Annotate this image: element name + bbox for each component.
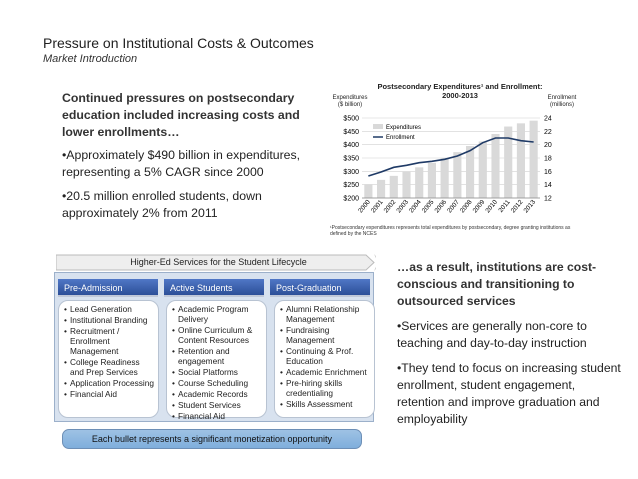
conclusion-lead: …as a result, institutions are cost-conscious and transitioning to outsourced services <box>397 260 597 308</box>
list-item: • Financial Aid <box>172 411 263 421</box>
right-tick-label: 22 <box>544 128 552 136</box>
x-tick-label: 2004 <box>408 198 423 215</box>
expenditure-bar <box>390 176 398 198</box>
x-tick-label: 2001 <box>369 198 385 215</box>
expenditures-enrollment-chart <box>330 110 582 222</box>
expenditure-bar <box>364 184 372 198</box>
intro-lead: Continued pressures on postsecondary education included increasing costs and lower enrollments… <box>62 91 300 139</box>
x-tick-label: 2007 <box>446 198 461 215</box>
x-tick-label: 2009 <box>471 198 487 215</box>
conclusion-bullet: •They tend to focus on increasing student enrollment, student engagement, retention and improve graduation and employability <box>397 361 621 426</box>
conclusion-bullet: •Services are generally non-core to teaching and day-to-day instruction <box>397 319 587 350</box>
list-item: • Online Curriculum & Content Resources <box>172 325 263 345</box>
right-tick-label: 20 <box>544 142 552 150</box>
left-tick-label: $200 <box>343 195 359 203</box>
right-tick-label: 12 <box>544 195 552 203</box>
right-tick-label: 14 <box>544 182 552 190</box>
list-item: • Financial Aid <box>64 389 155 399</box>
post-graduation-header: Post-Graduation <box>270 279 370 297</box>
chart-footnote: ¹Postsecondary expenditures represents total expenditures by postsecondary, degree granting institutions as defined by the NCES <box>330 225 571 237</box>
expenditure-bar <box>453 152 461 198</box>
list-item: • Academic Records <box>172 389 263 399</box>
expenditure-bar <box>479 141 487 198</box>
expenditure-bar <box>415 167 423 198</box>
x-tick-label: 2008 <box>458 198 474 215</box>
list-item: • Social Platforms <box>172 367 263 377</box>
left-tick-label: $450 <box>343 128 359 136</box>
intro-bullet: •20.5 million enrolled students, down approximately 2% from 2011 <box>62 189 262 220</box>
left-tick-label: $400 <box>343 142 359 150</box>
list-item: • Pre-hiring skills credentialing <box>280 378 371 398</box>
right-tick-label: 18 <box>544 155 552 163</box>
expenditure-bar <box>428 163 436 198</box>
expenditure-bar <box>530 121 538 198</box>
chart-title <box>360 82 560 100</box>
left-tick-label: $300 <box>343 168 359 176</box>
left-tick-label: $350 <box>343 155 359 163</box>
list-item: • Recruitment / Enrollment Management <box>64 326 155 356</box>
expenditure-bar <box>466 146 474 198</box>
pre-admission-list <box>58 300 159 418</box>
legend-label-expenditures: Expenditures <box>386 125 422 131</box>
list-item: • Institutional Branding <box>64 315 155 325</box>
list-item: • College Readiness and Prep Services <box>64 357 155 377</box>
active-students-list <box>166 300 267 421</box>
expenditure-bar <box>402 172 410 198</box>
legend-label-enrollment: Enrollment <box>386 135 415 141</box>
monetization-note: Each bullet represents a significant monetization opportunity <box>62 429 362 449</box>
left-tick-label: $500 <box>343 115 359 123</box>
legend-swatch-expenditures <box>373 124 383 129</box>
list-item: • Academic Enrichment <box>280 367 371 377</box>
lifecycle-banner-label: Higher-Ed Services for the Student Lifecycle <box>130 257 307 267</box>
post-graduation-list <box>274 300 375 418</box>
list-item: • Student Services <box>172 400 263 410</box>
x-tick-label: 2002 <box>382 198 398 215</box>
x-tick-label: 2005 <box>420 198 436 215</box>
pre-admission-header: Pre-Admission <box>58 279 158 297</box>
right-axis-label: Enrollment (millions) <box>547 95 577 108</box>
expenditure-bar <box>491 134 499 198</box>
list-item: • Academic Program Delivery <box>172 304 263 324</box>
expenditure-bar <box>517 123 525 198</box>
page-title: Pressure on Institutional Costs & Outcomes <box>43 35 314 51</box>
left-tick-label: $250 <box>343 182 359 190</box>
list-item: • Course Scheduling <box>172 378 263 388</box>
list-item: • Alumni Relationship Management <box>280 304 371 324</box>
list-item: • Retention and engagement <box>172 346 263 366</box>
x-tick-label: 2012 <box>509 198 525 215</box>
expenditure-bar <box>441 158 449 198</box>
right-tick-label: 24 <box>544 115 552 123</box>
conclusion-section <box>397 259 622 436</box>
intro-section <box>62 90 314 229</box>
chart-title-line2: 2000-2013 <box>442 91 478 100</box>
list-item: • Fundraising Management <box>280 325 371 345</box>
x-tick-label: 2000 <box>357 198 372 215</box>
page-subtitle: Market Introduction <box>43 53 138 65</box>
x-tick-label: 2003 <box>395 198 411 215</box>
right-tick-label: 16 <box>544 168 552 176</box>
chart-title-line1: Postsecondary Expenditures¹ and Enrollment: <box>377 82 543 91</box>
list-item: • Application Processing <box>64 378 155 388</box>
x-tick-label: 2013 <box>522 198 538 215</box>
x-tick-label: 2010 <box>484 198 500 215</box>
list-item: • Skills Assessment <box>280 399 371 409</box>
expenditure-bar <box>377 180 385 198</box>
x-tick-label: 2011 <box>497 198 512 214</box>
x-tick-label: 2006 <box>433 198 449 215</box>
left-axis-label: Expenditures ($ billion) <box>332 95 368 108</box>
list-item: • Continuing & Prof. Education <box>280 346 371 366</box>
list-item: • Lead Generation <box>64 304 155 314</box>
intro-bullet: •Approximately $490 billion in expenditures, representing a 5% CAGR since 2000 <box>62 148 301 179</box>
active-students-header: Active Students <box>164 279 264 297</box>
